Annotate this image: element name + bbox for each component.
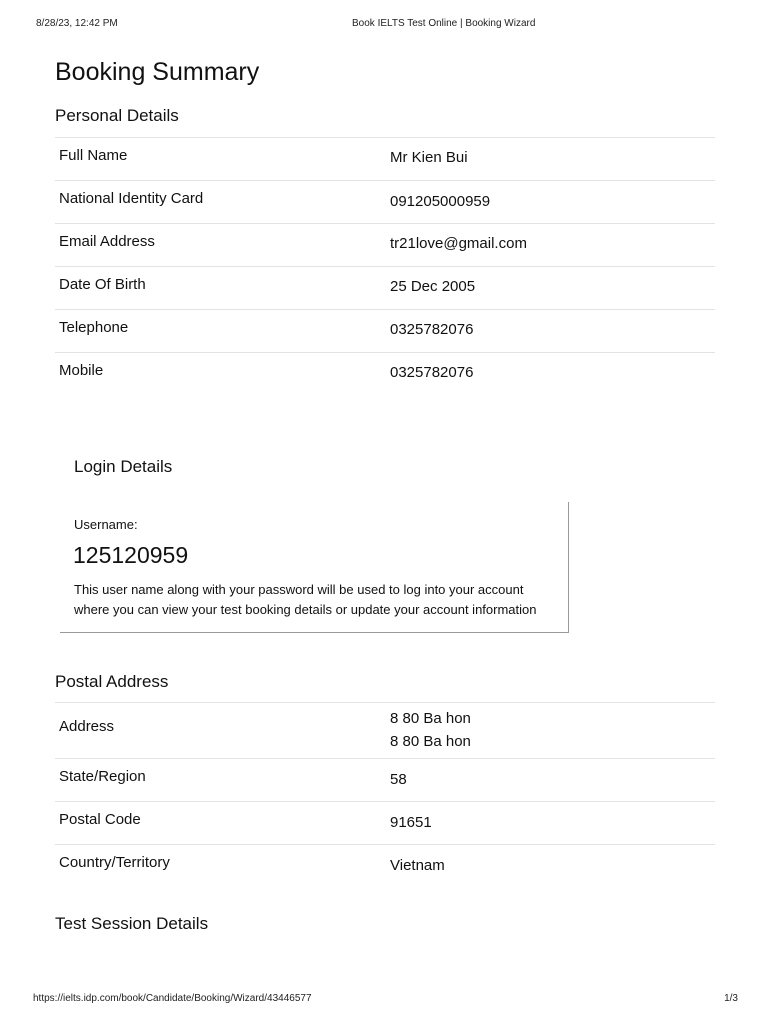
row-label: Postal Code (59, 811, 141, 828)
page-number: 1/3 (724, 993, 738, 1004)
personal-details-heading: Personal Details (55, 106, 179, 125)
email-value: tr21love@gmail.com (390, 235, 527, 252)
print-page-title: Book IELTS Test Online | Booking Wizard (352, 18, 536, 29)
table-row (55, 845, 715, 887)
row-label: State/Region (59, 768, 146, 785)
login-note (74, 580, 564, 620)
row-label: Address (59, 718, 115, 735)
print-url: https://ielts.idp.com/book/Candidate/Booking/Wizard/43446577 (33, 993, 312, 1004)
mobile-value: 0325782076 (390, 364, 474, 381)
print-header (36, 18, 732, 32)
table-row (55, 224, 715, 267)
dob-value: 25 Dec 2005 (390, 278, 476, 295)
row-label: Mobile (59, 362, 104, 379)
page-title: Booking Summary (55, 58, 260, 86)
login-details-box (60, 502, 569, 633)
table-row (55, 703, 715, 759)
row-label: Country/Territory (59, 854, 170, 871)
address-line: 8 80 Ba hon (390, 733, 471, 750)
login-note-line: This user name along with your password will be used to log into your account (74, 582, 524, 597)
login-details-heading: Login Details (74, 457, 173, 476)
postal-code-value: 91651 (390, 814, 432, 831)
national-id-value: 091205000959 (390, 193, 491, 210)
table-row (55, 802, 715, 845)
address-value (390, 707, 471, 753)
login-note-line: where you can view your test booking details or update your account information (74, 602, 537, 617)
row-label: Telephone (59, 319, 129, 336)
test-session-heading: Test Session Details (55, 914, 209, 933)
address-line: 8 80 Ba hon (390, 710, 471, 727)
postal-address-table (55, 702, 715, 887)
state-value: 58 (390, 771, 407, 788)
table-row (55, 138, 715, 181)
telephone-value: 0325782076 (390, 321, 474, 338)
postal-address-heading: Postal Address (55, 672, 169, 691)
row-label: National Identity Card (59, 190, 204, 207)
table-row (55, 759, 715, 802)
row-label: Full Name (59, 147, 128, 164)
print-footer (33, 993, 738, 1007)
full-name-value: Mr Kien Bui (390, 149, 468, 166)
row-label: Email Address (59, 233, 155, 250)
personal-details-table (55, 137, 715, 395)
table-row (55, 353, 715, 395)
username-value: 125120959 (73, 542, 189, 568)
print-datetime: 8/28/23, 12:42 PM (36, 18, 118, 29)
country-value: Vietnam (390, 857, 445, 874)
table-row (55, 267, 715, 310)
username-label: Username: (74, 517, 138, 532)
table-row (55, 181, 715, 224)
table-row (55, 310, 715, 353)
row-label: Date Of Birth (59, 276, 146, 293)
